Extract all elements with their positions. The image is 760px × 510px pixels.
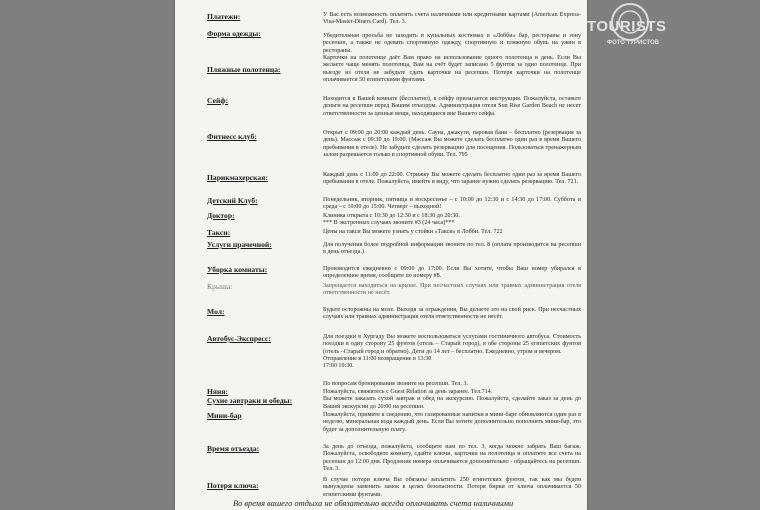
label-roof: Крыша: bbox=[207, 282, 233, 291]
label-payments: Платежи: bbox=[207, 12, 241, 21]
text-pier: Будьте осторожны на моле. Выходя за ограждения, Вы делаете это на свой риск. При несчастных случаях или травмах администрация отеля ответственности не несёт. bbox=[323, 307, 581, 321]
label-fitness-club: Фитнесс клуб: bbox=[207, 132, 257, 141]
text-laundry: Для получения более подробной информации звоните по тел. 8 (оплата производится на ресепшн в день отъезда.) bbox=[323, 242, 581, 256]
text-doctor: Клиника открыта с 10:30 до 12:30 и с 18:30 до 20:30. *** В экстренных случаях звоните #3 (24 часа)*** bbox=[323, 213, 460, 227]
text-minibar: Пожалуйста, примите к сведению, что газированные напитки в мини-баре обновляются один раз в неделю, минеральная вода каждый день. Если Вы хотите дополнительно пополнить мини-бар, это будет за дополнительную плату. bbox=[323, 412, 581, 433]
document-page bbox=[175, 0, 587, 510]
text-dry-meals: Пожалуйста, свяжитесь с Guest Relation за день заранее. Тел.714. Вы можете заказать сухой завтрак и обед на экскурсию. Пожалуйста, сделайте заказ за день до Вашей экскурсии до 20:00 на ресепшн. bbox=[323, 389, 581, 410]
watermark-logo bbox=[585, 0, 675, 60]
label-room-cleaning: Уборка комнаты: bbox=[207, 265, 268, 274]
text-kids-club: Понедельник, вторник, пятница и воскресенье – с 10:00 до 12:30 и с 14:30 до 17:00. Суббота и среда – с 10:00 до 15:00. Четверг – выходной! bbox=[323, 197, 581, 211]
text-fitness-club: Открыт с 09:00 до 20:00 каждый день. Сауна, джакузи, паровая баня – бесплатно (резервация за день). Массаж с 09:30 до 19:00. (Массаж Вы можете сделать бесплатно один раз в время Вашего пребывания в отеле). Не забудьте сделать резервацию для посещения. Пользоваться тренажерным залом разрешается только в спортивной обуви. Тел. 795 bbox=[323, 130, 581, 158]
label-key-loss: Потеря ключа: bbox=[207, 481, 259, 490]
text-departure-time: За день до отъезда, пожалуйста, сообщите нам по тел. 3, когда можно забрать Ваш багаж. Пожалуйста, освободите комнату, сдайте ключи, карточки на полотенца и оплатите все счета на ресепшн до 12:00 дня. Продление номера оплачивается дополнительно - обращайтесь на ресепшн. Тел. 3. bbox=[323, 444, 581, 472]
label-safe: Сейф: bbox=[207, 96, 229, 105]
text-key-loss: В случае потери ключа Вы обязаны заплатить 250 египетских фунтов, так как мы будем вынуждены заменить замок в целях безопасности. Потеря бирки от ключа оплачивается 50 египетскими фунтами. bbox=[323, 477, 581, 498]
label-hairdresser: Парикмахерская: bbox=[207, 173, 268, 182]
text-taxi: Цены на такси Вы можете узнать у стойки «Такси» в Лобби. Тел. 722 bbox=[323, 229, 503, 235]
label-beach-towels: Пляжные полотенца: bbox=[207, 65, 281, 74]
label-minibar: Мини-бар bbox=[207, 411, 242, 420]
text-dress-code: Убедительная просьба не заходить в купальных костюмах в «Лобби» бар, рестораны и зону ресепшн, а также не одевать спортивную одежду, спортивную и пляжную обувь на ужин в рестораны. bbox=[323, 33, 581, 54]
label-laundry: Услуги прачечной: bbox=[207, 240, 272, 249]
watermark-subtitle: ФОТО ТУРИСТОВ bbox=[607, 40, 660, 46]
label-taxi: Такси: bbox=[207, 228, 231, 237]
label-doctor: Доктор: bbox=[207, 211, 235, 220]
watermark-brand: TOURISTS bbox=[587, 18, 667, 35]
label-express-bus: Автобус-Экспресс: bbox=[207, 334, 271, 343]
label-nanny: Няня: bbox=[207, 387, 229, 396]
text-nanny: По вопросам бронирования звоните на ресепшн. Тел. 3. bbox=[323, 381, 469, 387]
label-dry-meals: Сухие завтраки и обеды: bbox=[207, 396, 293, 405]
text-safe: Находится в Вашей комнате (бесплатно), к сейфу прилагается инструкция. Пожалуйста, оставьте деньги на ресепшн перед Вашим отъездом. Администрация отеля Sun Rise Garden Beach не несет ответственности за ценные вещи, находящиеся вне Вашего сейфа. bbox=[323, 96, 581, 117]
label-dress-code: Форма одежды: bbox=[207, 29, 261, 38]
footer-note: Во время вашего отдыха не обязательно всегда оплачивать счета наличными bbox=[233, 499, 514, 508]
text-roof: Запрещается находиться на крыше. При несчастных случаях или травмах администрация отеля ответственности не несёт. bbox=[323, 283, 581, 297]
text-hairdresser: Каждый день с 11:00 до 22:00. Стрижку Вы можете сделать бесплатно один раз за время Вашего пребывания в отеле. Пожалуйста, имейте в виду, что заранее нужно сделать резервацию. Тел. 721. bbox=[323, 172, 581, 186]
label-pier: Мол: bbox=[207, 307, 225, 316]
text-room-cleaning: Производится ежедневно с 09:00 до 17:00. Если Вы хотите, чтобы Ваш номер убирался в определенное время, сообщите по номеру #8. bbox=[323, 266, 581, 280]
text-payments: У Вас есть возможность оплатить счета наличными или кредитными картами (American Express-Visa-Master-Diners Card). Тел. 3. bbox=[323, 12, 581, 26]
text-beach-towels: Карточки на полотенце даёт Вам право на использование одного полотенца в день. Если Вы желаете чаще менять полотенца, Вам на счёт будет записано 5 фунтов за одно полотенце. При выезде из отеля не забудьте сдать карточки на ресепшн. Потеря карточки на полотенце оплачивается 50 египетскими фунтами. bbox=[323, 55, 581, 83]
label-departure-time: Время отъезда: bbox=[207, 444, 260, 453]
text-express-bus: Для поездки в Хургаду Вы можете воспользоваться услугами гостиничного автобуса. Стоимость поездки в одну сторону 25 фунтов (отель – Старый город), в обе стороны 25 египетских фунтов (отель –Старый город и обратно). Дети до 14 лет – бесплатно. Ежедневно, утром и вечером. Отправление в 11:00 возвращение в 13:30 17:00 19:30. bbox=[323, 334, 581, 370]
label-kids-club: Детский Клуб: bbox=[207, 196, 258, 205]
